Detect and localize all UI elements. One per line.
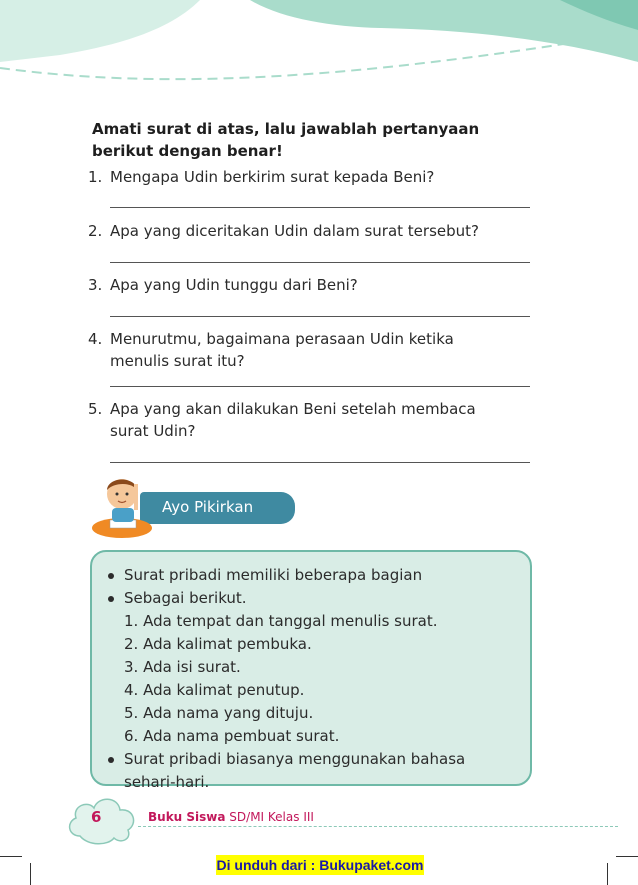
info-list-item: 5. Ada nama yang dituju. xyxy=(124,704,314,722)
bullet-icon xyxy=(108,757,114,763)
question-3 xyxy=(88,274,548,296)
footer-book-title xyxy=(148,810,314,824)
answer-line-2[interactable] xyxy=(110,262,530,263)
question-number: 4. xyxy=(88,330,103,348)
question-1 xyxy=(88,166,548,188)
question-2 xyxy=(88,220,548,242)
footer-book-title-rest: SD/MI Kelas III xyxy=(225,810,314,824)
footer-divider xyxy=(138,826,618,827)
ayo-pikirkan-label: Ayo Pikirkan xyxy=(162,498,254,516)
bullet-icon xyxy=(108,596,114,602)
question-text: Apa yang Udin tunggu dari Beni? xyxy=(110,276,358,294)
answer-line-4[interactable] xyxy=(110,386,530,387)
info-bullet-text: Surat pribadi biasanya menggunakan bahasa xyxy=(124,750,466,768)
crop-mark xyxy=(30,863,31,885)
answer-line-1[interactable] xyxy=(110,207,530,208)
question-number: 3. xyxy=(88,276,103,294)
page-number: 6 xyxy=(91,808,102,826)
instructions-line: Amati surat di atas, lalu jawablah pertanyaan xyxy=(92,120,480,138)
question-text: Apa yang akan dilakukan Beni setelah membaca xyxy=(110,400,476,418)
question-text: menulis surat itu? xyxy=(110,352,245,370)
question-number: 1. xyxy=(88,168,103,186)
download-source-link[interactable]: Di unduh dari : Bukupaket.com xyxy=(216,857,424,873)
info-list-item: 3. Ada isi surat. xyxy=(124,658,241,676)
info-list-item: 6. Ada nama pembuat surat. xyxy=(124,727,340,745)
info-list-item: 1. Ada tempat dan tanggal menulis surat. xyxy=(124,612,438,630)
bullet-icon xyxy=(108,573,114,579)
answer-line-5[interactable] xyxy=(110,462,530,463)
instructions xyxy=(92,118,552,162)
question-text: Apa yang diceritakan Udin dalam surat tersebut? xyxy=(110,222,479,240)
info-box xyxy=(90,550,532,791)
info-list-item: 4. Ada kalimat penutup. xyxy=(124,681,305,699)
info-bullet-text: Surat pribadi memiliki beberapa bagian xyxy=(124,566,423,584)
question-text: Mengapa Udin berkirim surat kepada Beni? xyxy=(110,168,435,186)
answer-line-3[interactable] xyxy=(110,316,530,317)
info-bullet-text: sehari-hari. xyxy=(124,773,210,791)
question-text: Menurutmu, bagaimana perasaan Udin ketika xyxy=(110,330,454,348)
crop-mark xyxy=(616,856,638,857)
info-list-item: 2. Ada kalimat pembuka. xyxy=(124,635,312,653)
page-number-cloud xyxy=(62,788,142,848)
question-number: 2. xyxy=(88,222,103,240)
question-4 xyxy=(88,328,548,372)
info-bullet-text: Sebagai berikut. xyxy=(124,589,247,607)
crop-mark xyxy=(607,863,608,885)
header-wave-decoration xyxy=(0,0,638,110)
question-number: 5. xyxy=(88,400,103,418)
question-5 xyxy=(88,398,548,442)
instructions-line: berikut dengan benar! xyxy=(92,142,283,160)
thinking-child-illustration xyxy=(92,470,162,540)
ayo-pikirkan-banner xyxy=(140,492,295,524)
footer-book-title-bold: Buku Siswa xyxy=(148,810,226,824)
question-text: surat Udin? xyxy=(110,422,196,440)
crop-mark xyxy=(0,856,22,857)
